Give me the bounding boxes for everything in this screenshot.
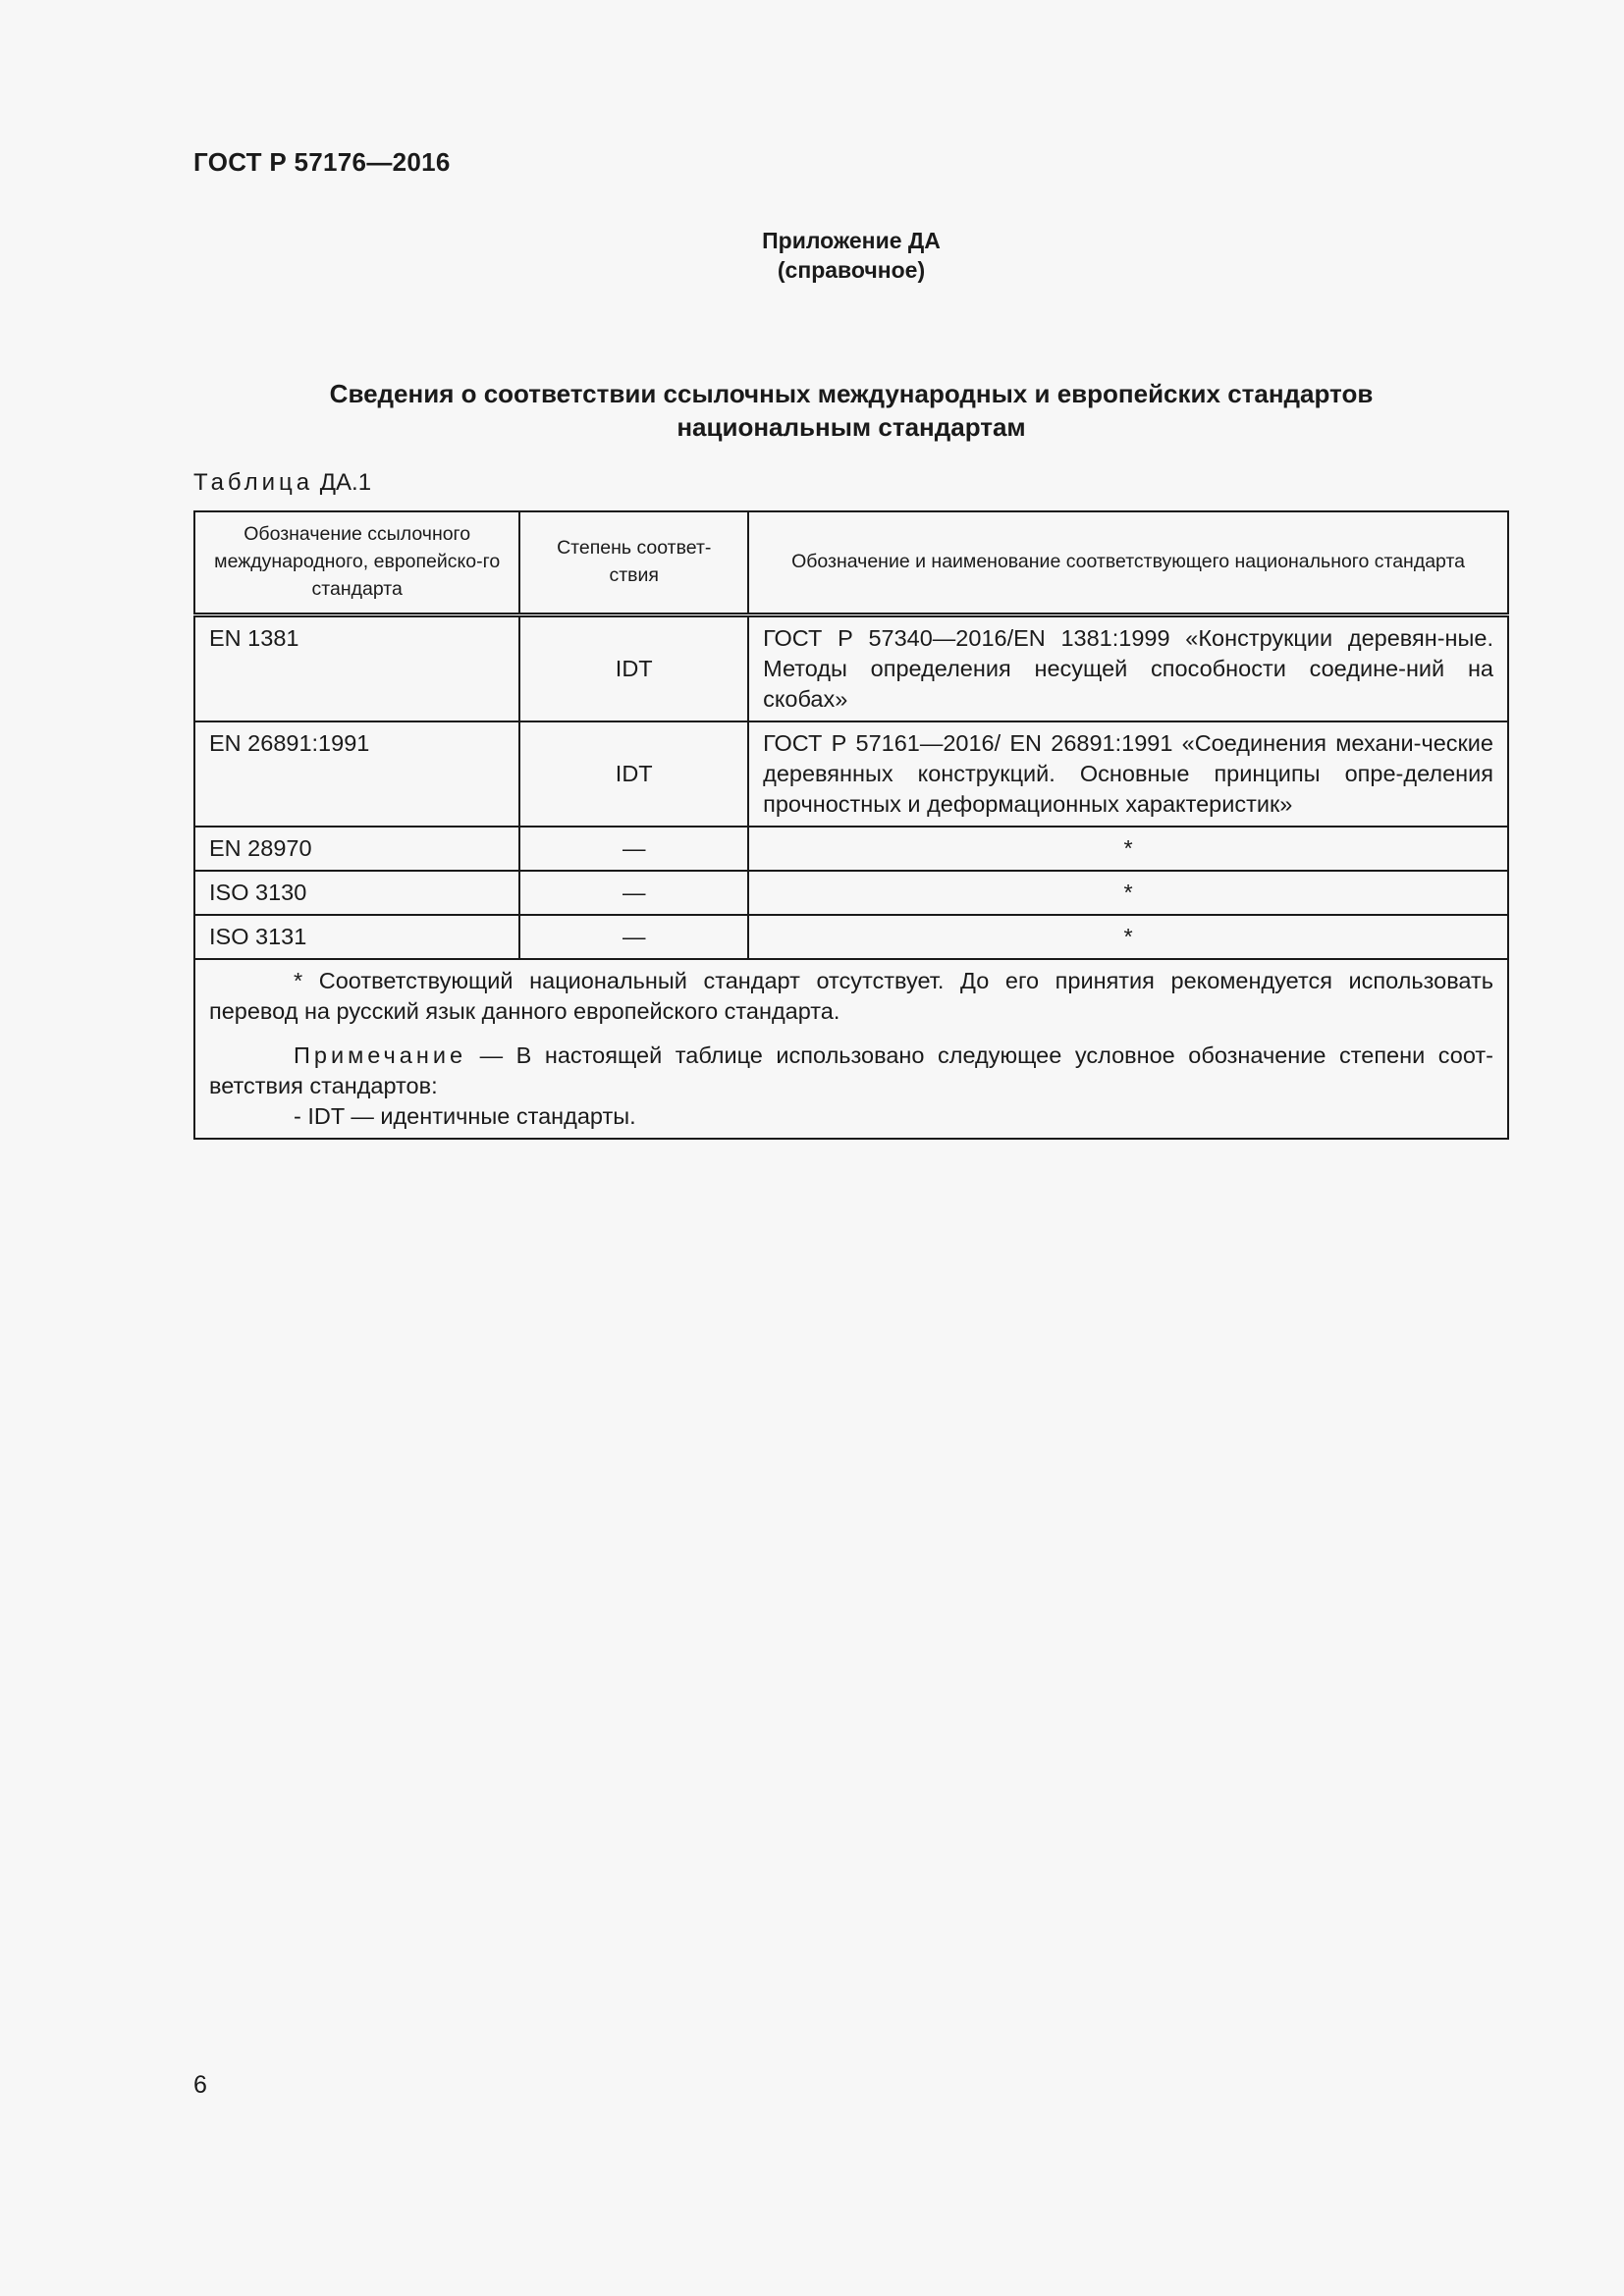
cell-designation: ISO 3130 [194,871,519,915]
cell-designation: EN 26891:1991 [194,721,519,827]
appendix-title: Приложение ДА [762,228,941,253]
cell-designation: EN 28970 [194,827,519,871]
cell-degree: — [519,915,748,959]
section-title-line2: национальным стандартам [677,412,1026,442]
header-degree: Степень соответ-ствия [519,511,748,615]
cell-national-standard: * [748,915,1508,959]
cell-degree: IDT [519,721,748,827]
note-text: — В настоящей таблице использовано следующее условное обозначение степени соот-ветствия стандартов: [209,1042,1493,1098]
table-footnote: * Соответствующий национальный стандарт отсутствует. До его принятия рекомендуется использовать перевод на русский язык данного европейского стандарта. [209,968,1493,1024]
appendix-subtitle: (справочное) [777,257,926,283]
section-title [193,377,1509,444]
table-row [194,871,1508,915]
page-number: 6 [193,2071,207,2099]
cell-designation: EN 1381 [194,615,519,722]
table-row [194,615,1508,722]
table-footnote-row [194,959,1508,1139]
note-label: Примечание [294,1042,467,1068]
cell-degree: — [519,871,748,915]
cell-degree: IDT [519,615,748,722]
appendix-heading [0,226,1624,285]
table-note [209,1041,1493,1101]
table-header-row [194,511,1508,615]
table-label-number: ДА.1 [319,469,372,496]
standards-correspondence-table [193,510,1509,1140]
document-code: ГОСТ Р 57176—2016 [193,147,451,177]
table-row [194,721,1508,827]
cell-national-standard: ГОСТ Р 57340—2016/EN 1381:1999 «Конструкции деревян-ные. Методы определения несущей способности соедине-ний на скобах» [748,615,1508,722]
table-footnote-cell [194,959,1508,1139]
cell-degree: — [519,827,748,871]
cell-national-standard: * [748,827,1508,871]
cell-national-standard: ГОСТ Р 57161—2016/ EN 26891:1991 «Соединения механи-ческие деревянных конструкций. Основные принципы опре-деления прочностных и деформационных характеристик» [748,721,1508,827]
note-list-item: - IDT — идентичные стандарты. [294,1103,636,1129]
header-designation: Обозначение ссылочного международного, европейско-го стандарта [194,511,519,615]
table-row [194,915,1508,959]
cell-national-standard: * [748,871,1508,915]
section-title-line1: Сведения о соответствии ссылочных международных и европейских стандартов [329,379,1374,408]
table-label-word: Таблица [193,469,314,496]
header-national-standard: Обозначение и наименование соответствующего национального стандарта [748,511,1508,615]
table-row [194,827,1508,871]
cell-designation: ISO 3131 [194,915,519,959]
table-label [193,469,371,497]
